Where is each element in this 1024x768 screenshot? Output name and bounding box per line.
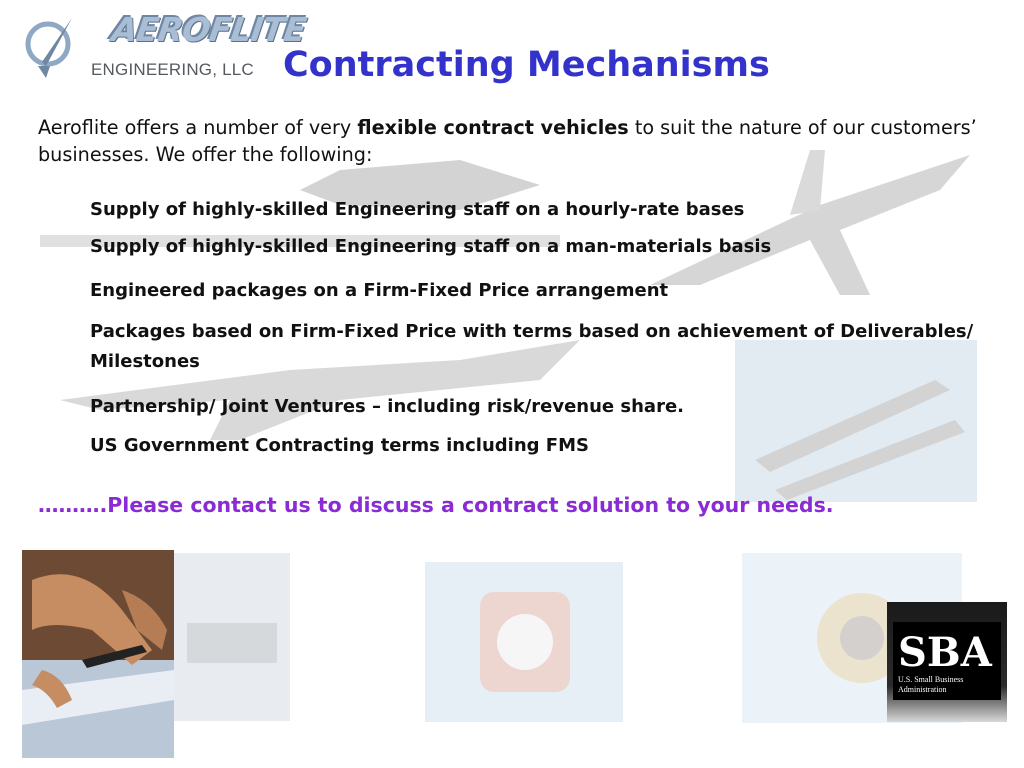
- list-item-man-materials: Supply of highly-skilled Engineering staff on a man-materials basis: [90, 236, 772, 257]
- sba-logo-letters: SBA: [898, 629, 992, 676]
- sba-logo-line1: U.S. Small Business: [898, 675, 964, 684]
- list-item-government: US Government Contracting terms including FMS: [90, 435, 589, 456]
- sba-logo-line2: Administration: [898, 685, 947, 694]
- intro-text-end: to suit the nature of our customers’ businesses. We offer the following:: [38, 116, 977, 166]
- sba-logo: [887, 602, 1007, 722]
- intro-text-start: Aeroflite offers a number of very: [38, 116, 358, 139]
- list-item-joint-ventures: Partnership/ Joint Ventures – including risk/revenue share.: [90, 396, 684, 417]
- list-item-deliverables: Packages based on Firm-Fixed Price with terms based on achievement of Deliverables/ Milestones: [90, 321, 974, 372]
- aeroflite-emblem-icon: [24, 16, 80, 80]
- intro-paragraph: [38, 114, 998, 168]
- logo-wordmark: AEROFLITE: [109, 10, 309, 49]
- intro-text-bold: flexible contract vehicles: [357, 116, 629, 139]
- page-title: Contracting Mechanisms: [283, 45, 770, 85]
- component-background-image: [425, 562, 623, 722]
- list-item-firm-fixed-price: Engineered packages on a Firm-Fixed Price arrangement: [90, 280, 669, 301]
- hands-documents-photo: [22, 550, 174, 758]
- list-item-hourly-rate: Supply of highly-skilled Engineering staff on a hourly-rate bases: [90, 199, 745, 220]
- equipment-background-image: [172, 553, 290, 721]
- contact-call-to-action: ……….Please contact us to discuss a contract solution to your needs.: [38, 493, 834, 517]
- logo-subtitle: ENGINEERING, LLC: [91, 60, 254, 79]
- company-logo: [24, 10, 309, 82]
